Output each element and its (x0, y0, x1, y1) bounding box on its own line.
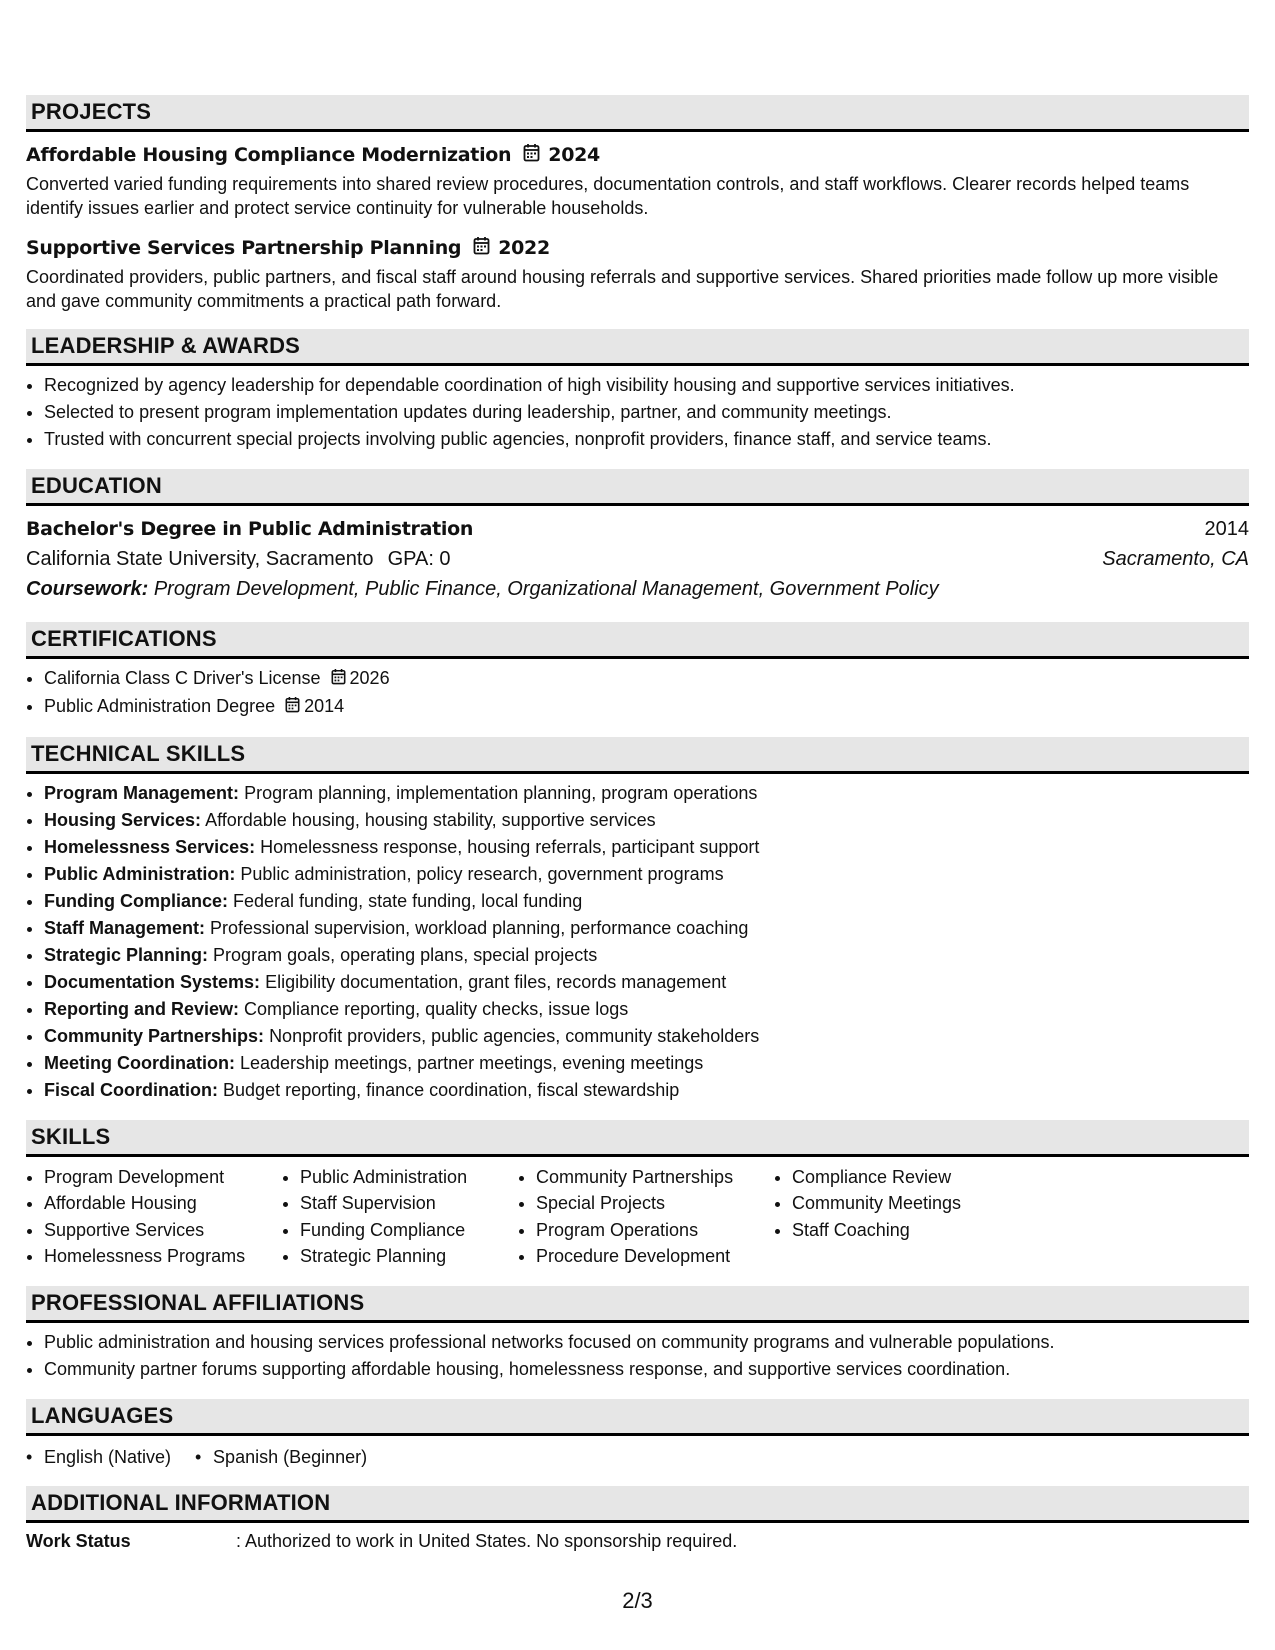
project-description: Coordinated providers, public partners, and fiscal staff around housing referrals and supportive services. Shared priorities made follow up more visible and gave community commitments a practical path forward. (26, 267, 1219, 311)
projects-heading: PROJECTS (26, 95, 1249, 132)
technical-skill-item (44, 1023, 1249, 1050)
skill-label: Funding Compliance: (44, 890, 228, 911)
technical-skill-item (44, 780, 1249, 807)
technical-skill-item (44, 969, 1249, 996)
project-year: 2022 (498, 237, 550, 259)
project-title: Supportive Services Partnership Planning (26, 237, 462, 259)
school-name: California State University, Sacramento (26, 547, 374, 570)
page-number: 2/3 (622, 1588, 653, 1613)
skill-item: • Community Partnerships (536, 1164, 774, 1191)
project-description: Converted varied funding requirements into shared review procedures, documentation controls, and staff workflows. Clearer records helped teams identify issues earlier and protect service continuity for vulnerable households. (26, 174, 1190, 218)
skill-label: Fiscal Coordination: (44, 1079, 219, 1100)
skill-item: • Compliance Review (792, 1164, 1022, 1191)
education-heading: EDUCATION (26, 469, 1249, 506)
affiliations-heading: PROFESSIONAL AFFILIATIONS (26, 1286, 1249, 1323)
technical-skill-item (44, 807, 1249, 834)
skill-label: Meeting Coordination: (44, 1052, 235, 1073)
skill-label: Reporting and Review: (44, 998, 240, 1019)
technical-skill-item (44, 834, 1249, 861)
skill-label: Program Management: (44, 782, 240, 803)
skill-value: Program planning, implementation planning, program operations (244, 782, 758, 803)
project-item (26, 234, 1249, 313)
skill-value: Budget reporting, finance coordination, fiscal stewardship (223, 1079, 680, 1100)
technical-skill-item (44, 942, 1249, 969)
skill-item: • Program Operations (536, 1217, 774, 1244)
skill-value: Compliance reporting, quality checks, issue logs (244, 998, 629, 1019)
calendar-icon (473, 236, 490, 260)
certification-item (44, 693, 1249, 721)
coursework: Program Development, Public Finance, Organizational Management, Government Policy (153, 577, 939, 600)
coursework-label: Coursework: (26, 577, 149, 600)
project-year: 2024 (548, 144, 600, 166)
affiliations-list (26, 1329, 1249, 1383)
work-status-value: : Authorized to work in United States. No sponsorship required. (236, 1530, 738, 1551)
skill-item: • Community Meetings (792, 1190, 1022, 1217)
skill-value: Professional supervision, workload planning, performance coaching (210, 917, 749, 938)
technical-skill-item (44, 996, 1249, 1023)
leadership-heading: LEADERSHIP & AWARDS (26, 329, 1249, 366)
resume-page (26, 95, 1249, 1552)
leadership-list (26, 372, 1249, 453)
languages-list (26, 1444, 1249, 1470)
skill-label: Strategic Planning: (44, 944, 209, 965)
technical-skill-item (44, 1050, 1249, 1077)
language-item: • Spanish (Beginner) (195, 1444, 367, 1470)
skill-item: • Procedure Development (536, 1243, 774, 1270)
skill-item: • Special Projects (536, 1190, 774, 1217)
skill-value: Homelessness response, housing referrals, participant support (260, 836, 760, 857)
skill-label: Homelessness Services: (44, 836, 256, 857)
skill-value: Eligibility documentation, grant files, records management (265, 971, 727, 992)
project-title: Affordable Housing Compliance Modernization (26, 144, 512, 166)
languages-heading: LANGUAGES (26, 1399, 1249, 1436)
degree-title: Bachelor's Degree in Public Administration (26, 518, 474, 540)
skill-value: Nonprofit providers, public agencies, community stakeholders (269, 1025, 760, 1046)
project-item (26, 141, 1249, 220)
skill-value: Program goals, operating plans, special projects (213, 944, 598, 965)
certification-year: 2014 (304, 695, 345, 716)
degree-year: 2014 (1204, 517, 1249, 540)
skill-item: • Staff Coaching (792, 1217, 1022, 1244)
list-item: • Public administration and housing services professional networks focused on community programs and vulnerable populations. (44, 1329, 1249, 1356)
technical-skill-item (44, 888, 1249, 915)
skills-column (774, 1164, 1022, 1270)
school-location: Sacramento, CA (1102, 547, 1249, 570)
list-item: • Recognized by agency leadership for dependable coordination of high visibility housing and supportive services initiatives. (44, 372, 1249, 399)
calendar-icon (331, 666, 346, 693)
skill-label: Staff Management: (44, 917, 206, 938)
skill-item: • Supportive Services (44, 1217, 282, 1244)
certifications-heading: CERTIFICATIONS (26, 622, 1249, 659)
skill-item: • Strategic Planning (300, 1243, 518, 1270)
skill-item: • Public Administration (300, 1164, 518, 1191)
technical-skill-item (44, 1077, 1249, 1104)
skill-value: Public administration, policy research, government programs (240, 863, 724, 884)
skill-item: • Homelessness Programs (44, 1243, 282, 1270)
certifications-list (26, 665, 1249, 721)
work-status-label: Work Status (26, 1530, 131, 1551)
certification-item (44, 665, 1249, 693)
list-item: • Selected to present program implementation updates during leadership, partner, and community meetings. (44, 399, 1249, 426)
skill-value: Leadership meetings, partner meetings, evening meetings (240, 1052, 704, 1073)
skills-column (518, 1164, 774, 1270)
certification-name: California Class C Driver's License (44, 668, 321, 688)
skill-label: Documentation Systems: (44, 971, 261, 992)
skill-label: Housing Services: (44, 809, 202, 830)
skill-item: • Staff Supervision (300, 1190, 518, 1217)
certification-name: Public Administration Degree (44, 695, 276, 716)
language-item: • English (Native) (26, 1444, 171, 1470)
skills-column (26, 1164, 282, 1270)
skill-value: Federal funding, state funding, local funding (233, 890, 583, 911)
skill-item: • Funding Compliance (300, 1217, 518, 1244)
education-entry (26, 514, 1249, 604)
list-item: • Trusted with concurrent special projects involving public agencies, nonprofit providers, finance staff, and service teams. (44, 426, 1249, 453)
skills-heading: SKILLS (26, 1120, 1249, 1157)
list-item: • Community partner forums supporting affordable housing, homelessness response, and supportive services coordination. (44, 1356, 1249, 1383)
technical-skills-heading: TECHNICAL SKILLS (26, 737, 1249, 774)
certification-year: 2026 (349, 668, 390, 688)
skills-grid (26, 1164, 1249, 1270)
skill-item: • Program Development (44, 1164, 282, 1191)
technical-skill-item (44, 915, 1249, 942)
calendar-icon (523, 143, 540, 167)
skill-label: Public Administration: (44, 863, 236, 884)
skills-column (282, 1164, 518, 1270)
gpa: GPA: 0 (387, 547, 451, 570)
work-status-row (26, 1531, 1249, 1552)
calendar-icon (285, 694, 300, 721)
skill-label: Community Partnerships: (44, 1025, 265, 1046)
technical-skills-list (26, 780, 1249, 1104)
technical-skill-item (44, 861, 1249, 888)
skill-value: Affordable housing, housing stability, supportive services (205, 809, 656, 830)
additional-info-heading: ADDITIONAL INFORMATION (26, 1486, 1249, 1523)
skill-item: • Affordable Housing (44, 1190, 282, 1217)
